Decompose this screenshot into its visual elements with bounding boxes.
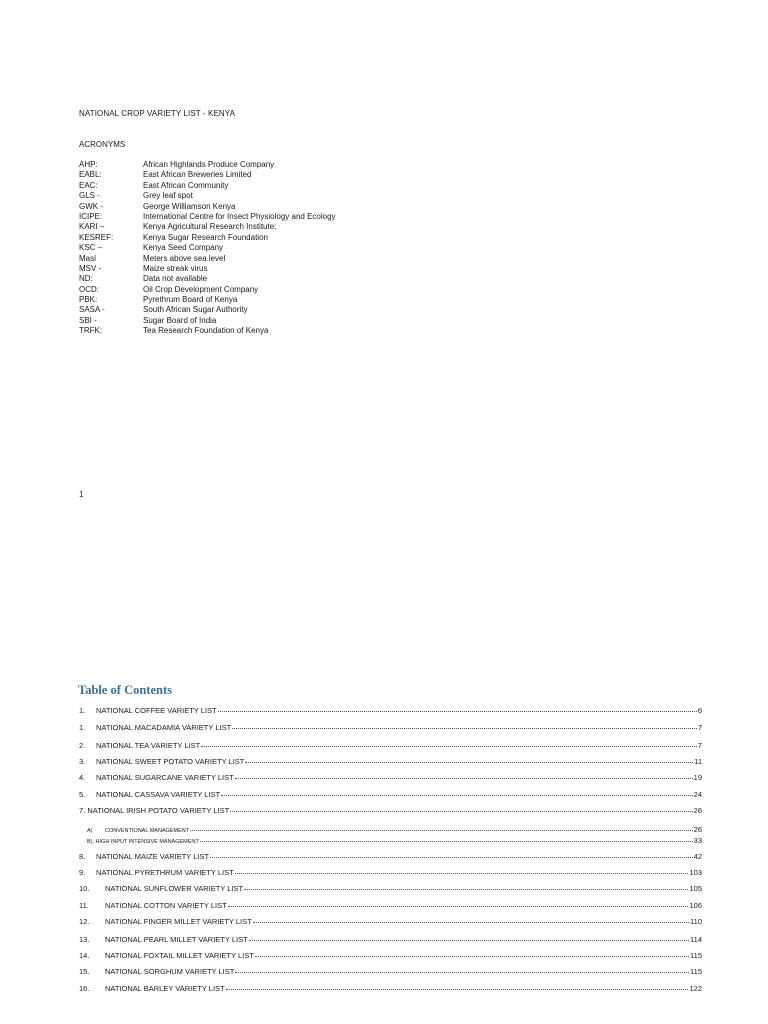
acronym-row <box>79 316 336 326</box>
toc-page-number: 122 <box>689 984 702 993</box>
toc-leader-dots <box>245 762 693 763</box>
acronym-row <box>79 254 336 264</box>
acronym-row <box>79 326 336 336</box>
acronym-meaning: Grey leaf spot <box>143 191 193 201</box>
toc-number: 5. <box>79 790 86 799</box>
toc-number: 1. <box>79 723 86 732</box>
toc-label: 7. NATIONAL IRISH POTATO VARIETY LIST <box>79 806 230 815</box>
toc-leader-dots <box>235 778 693 779</box>
acronym-row <box>79 160 336 170</box>
toc-number: 1. <box>79 706 86 715</box>
document-title: NATIONAL CROP VARIETY LIST - KENYA <box>79 109 236 118</box>
toc-leader-dots <box>200 841 693 842</box>
toc-page-number: 6 <box>697 706 702 715</box>
toc-leader-dots <box>249 940 689 941</box>
toc-entry[interactable] <box>79 806 702 815</box>
toc-number: 13. <box>79 935 90 944</box>
toc-page-number: 7 <box>697 723 702 732</box>
toc-page-number: 11 <box>694 757 702 766</box>
toc-leader-dots <box>201 746 697 747</box>
acronym-meaning: Meters above sea level <box>143 253 226 263</box>
toc-entry[interactable] <box>79 757 702 766</box>
acronym-abbr: AHP: <box>79 160 98 169</box>
toc-page-number: 7 <box>697 741 702 750</box>
acronym-abbr: ND: <box>79 274 93 284</box>
toc-entry[interactable] <box>79 901 702 910</box>
acronym-abbr: GWK - <box>79 201 103 211</box>
acronym-row <box>79 212 336 222</box>
acronym-meaning: Data not available <box>143 274 208 284</box>
toc-label: NATIONAL FOXTAIL MILLET VARIETY LIST <box>105 951 254 960</box>
toc-entry[interactable] <box>79 723 702 732</box>
toc-label: NATIONAL SWEET POTATO VARIETY LIST <box>96 757 245 766</box>
acronym-meaning: East African Breweries Limited <box>143 170 252 180</box>
acronym-abbr: ICIPE: <box>79 211 103 221</box>
acronym-meaning: Maize streak virus <box>143 263 208 273</box>
toc-entry[interactable] <box>79 935 702 944</box>
toc-page-number: 26 <box>693 806 702 815</box>
toc-number: 2. <box>79 741 86 750</box>
toc-label: NATIONAL MAIZE VARIETY LIST <box>96 852 210 861</box>
acronym-row <box>79 243 336 253</box>
acronym-row <box>79 295 336 305</box>
acronym-abbr: MSV - <box>79 263 102 273</box>
toc-entry[interactable] <box>79 741 702 750</box>
toc-number: A) <box>87 828 93 834</box>
toc-page-number: 19 <box>693 773 702 782</box>
acronym-meaning: Oil Crop Development Company <box>143 284 259 294</box>
toc-label: NATIONAL BARLEY VARIETY LIST <box>105 984 225 993</box>
toc-leader-dots <box>228 906 689 907</box>
toc-page-number: 115 <box>690 967 702 976</box>
acronym-row <box>79 305 336 315</box>
toc-label: NATIONAL PYRETHRUM VARIETY LIST <box>96 868 234 877</box>
toc-label: NATIONAL SUGARCANE VARIETY LIST <box>96 773 234 782</box>
toc-page-number: 105 <box>689 884 702 893</box>
toc-subentry[interactable] <box>87 825 702 834</box>
acronym-abbr: GLS - <box>79 191 100 201</box>
toc-label: NATIONAL SORGHUM VARIETY LIST <box>105 967 235 976</box>
toc-entry[interactable] <box>79 967 702 976</box>
acronym-abbr: SBI - <box>79 315 97 325</box>
toc-leader-dots <box>232 728 697 729</box>
toc-subentry[interactable] <box>87 836 702 845</box>
toc-page-number: 103 <box>689 868 702 877</box>
acronym-meaning: African Highlands Produce Company <box>143 160 275 169</box>
acronym-meaning: International Centre for Insect Physiology and Ecology <box>143 211 336 221</box>
acronyms-heading: ACRONYMS <box>79 140 126 149</box>
acronym-row <box>79 285 336 295</box>
acronym-row <box>79 274 336 284</box>
toc-leader-dots <box>226 989 689 990</box>
toc-label: NATIONAL FINGER MILLET VARIETY LIST <box>105 917 252 926</box>
acronym-meaning: Sugar Board of India <box>143 315 217 325</box>
toc-label: NATIONAL SUNFLOWER VARIETY LIST <box>105 884 244 893</box>
toc-title: Table of Contents <box>78 683 172 697</box>
toc-entry[interactable] <box>79 951 702 960</box>
toc-leader-dots <box>235 972 689 973</box>
toc-number: 3. <box>79 757 86 766</box>
acronym-abbr: KESREF: <box>79 232 114 242</box>
toc-label: CONVENTIONAL MANAGEMENT <box>105 828 190 834</box>
toc-entry[interactable] <box>79 884 702 893</box>
acronym-meaning: South African Sugar Authority <box>143 305 248 315</box>
toc-leader-dots <box>230 811 692 812</box>
acronym-list <box>79 160 336 337</box>
toc-leader-dots <box>244 889 688 890</box>
toc-page-number: 26 <box>693 825 702 834</box>
acronym-meaning: Kenya Seed Company <box>143 243 224 253</box>
toc-entry[interactable] <box>79 790 702 799</box>
toc-label: NATIONAL PEARL MILLET VARIETY LIST <box>105 935 248 944</box>
toc-leader-dots <box>221 795 693 796</box>
toc-number: 14. <box>79 951 90 960</box>
toc-leader-dots <box>190 830 693 831</box>
acronym-abbr: PBK: <box>79 295 98 305</box>
acronym-meaning: Kenya Sugar Research Foundation <box>143 232 268 242</box>
toc-entry[interactable] <box>79 706 702 715</box>
acronym-row <box>79 181 336 191</box>
acronym-row <box>79 264 336 274</box>
toc-number: 16. <box>79 984 90 993</box>
acronym-abbr: EAC: <box>79 180 98 190</box>
acronym-row <box>79 222 336 232</box>
toc-entry[interactable] <box>79 773 702 782</box>
acronym-row <box>79 170 336 180</box>
acronym-meaning: Pyrethrum Board of Kenya <box>143 295 238 305</box>
toc-leader-dots <box>235 873 689 874</box>
toc-number: 12. <box>79 917 90 926</box>
toc-number: 11. <box>79 901 89 910</box>
toc-number: 10. <box>79 884 90 893</box>
toc-label: NATIONAL CASSAVA VARIETY LIST <box>96 790 221 799</box>
acronym-row <box>79 233 336 243</box>
toc-number: 4. <box>79 773 86 782</box>
toc-leader-dots <box>218 711 697 712</box>
acronym-abbr: Masl <box>79 253 96 263</box>
toc-entry[interactable] <box>79 868 702 877</box>
toc-entry[interactable] <box>79 852 702 861</box>
acronym-meaning: East African Community <box>143 180 229 190</box>
toc-number: 15. <box>79 967 90 976</box>
acronym-abbr: TRFK: <box>79 326 103 336</box>
toc-page-number: 24 <box>693 790 702 799</box>
toc-page-number: 106 <box>689 901 702 910</box>
toc-leader-dots <box>255 956 689 957</box>
acronym-meaning: Kenya Agricultural Research Institute: <box>143 222 277 232</box>
toc-number: 8. <box>79 852 86 861</box>
toc-number: 9. <box>79 868 86 877</box>
acronym-abbr: EABL: <box>79 170 102 180</box>
acronym-abbr: KSC – <box>79 243 103 253</box>
toc-label: NATIONAL COTTON VARIETY LIST <box>105 901 227 910</box>
acronym-abbr: SASA - <box>79 305 105 315</box>
acronym-meaning: Tea Research Foundation of Kenya <box>143 326 269 336</box>
toc-page-number: 114 <box>690 935 702 944</box>
toc-page-number: 42 <box>693 852 702 861</box>
acronym-row <box>79 202 336 212</box>
toc-page-number: 115 <box>690 951 702 960</box>
toc-leader-dots <box>253 922 689 923</box>
toc-label: NATIONAL TEA VARIETY LIST <box>96 741 201 750</box>
toc-page-number: 33 <box>693 836 702 845</box>
toc-label: B). HIGH INPUT INTENSIVE MANAGEMENT <box>87 839 199 845</box>
page-number: 1 <box>79 490 84 499</box>
acronym-row <box>79 191 336 201</box>
toc-entry[interactable] <box>79 984 702 993</box>
toc-page-number: 110 <box>690 917 702 926</box>
toc-leader-dots <box>210 857 693 858</box>
toc-label: NATIONAL COFFEE VARIETY LIST <box>96 706 217 715</box>
toc-label: NATIONAL MACADAMIA VARIETY LIST <box>96 723 232 732</box>
acronym-abbr: KARI – <box>79 222 105 232</box>
acronym-abbr: OCD: <box>79 284 99 294</box>
acronym-meaning: George Williamson Kenya <box>143 201 236 211</box>
toc-entry[interactable] <box>79 917 702 926</box>
